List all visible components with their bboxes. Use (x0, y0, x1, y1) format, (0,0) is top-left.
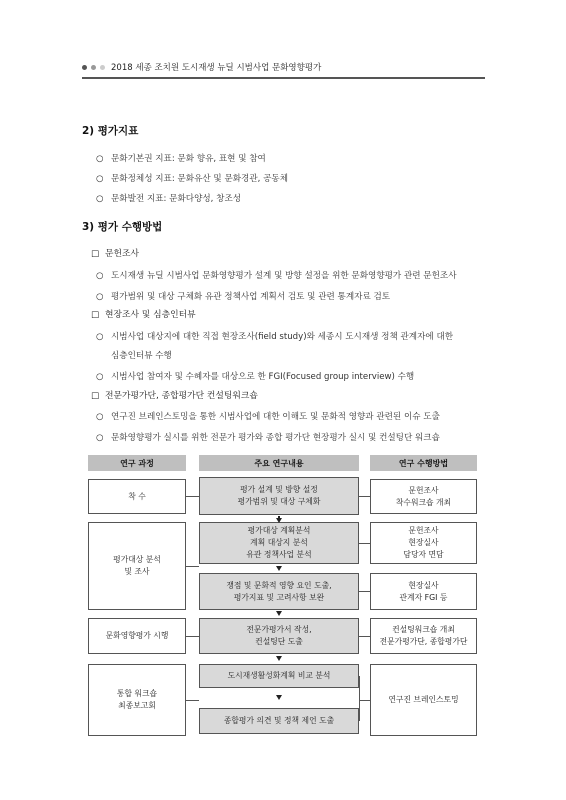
connector-line (186, 496, 199, 497)
list-item: ○ 도시재생 뉴딜 시범사업 문화영향평가 설계 및 방향 설정을 위한 문화영향평가 관련 문헌조사 (96, 271, 457, 281)
down-arrow-icon (276, 611, 282, 616)
list-item-continuation: 심층인터뷰 수행 (111, 351, 172, 361)
flow-content: 평가 설계 및 방향 설정 평가범위 및 대상 구체화 (199, 477, 359, 515)
connector-line (359, 543, 370, 544)
subheading: □ 문헌조사 (91, 249, 139, 259)
list-item: ○ 문화발전 지표: 문화다양성, 창조성 (96, 194, 242, 204)
flow-header-content: 주요 연구내용 (199, 455, 359, 471)
down-arrow-icon (276, 656, 282, 661)
flow-content: 평가대상 계획분석 계획 대상지 분석 유관 정책사업 분석 (199, 522, 359, 564)
flow-method: 문헌조사 착수워크숍 개최 (370, 479, 477, 514)
list-item: ○ 시범사업 대상지에 대한 직접 현장조사(field study)와 세종시 도시재생 정책 관계자에 대한 (96, 332, 454, 342)
connector-line (359, 676, 360, 721)
dot-icon (82, 65, 87, 70)
flow-header-method: 연구 수행방법 (370, 455, 477, 471)
down-arrow-icon (276, 566, 282, 571)
dot-icon (91, 65, 96, 70)
header-dots-icon (82, 65, 105, 70)
list-item: ○ 문화기본권 지표: 문화 향유, 표현 및 참여 (96, 154, 266, 164)
dot-icon (100, 65, 105, 70)
flow-content: 쟁점 및 문화적 영향 요인 도출, 평가지표 및 고려사항 보완 (199, 573, 359, 610)
flow-content: 도시재생활성화계획 비교 분석 (199, 664, 359, 688)
header-rule (82, 77, 485, 79)
connector-line (359, 636, 370, 637)
flow-method: 현장실사 관계자 FGI 등 (370, 573, 477, 610)
section-3-title: 3) 평가 수행방법 (82, 221, 163, 233)
connector-line (186, 700, 199, 701)
flow-content: 종합평가 의견 및 정책 제언 도출 (199, 708, 359, 734)
list-item: ○ 연구진 브레인스토밍을 통한 시범사업에 대한 이해도 및 문화적 영향과 관련된 이슈 도출 (96, 412, 440, 422)
list-item: ○ 문화정체성 지표: 문화유산 및 문화경관, 공동체 (96, 174, 289, 184)
list-item: ○ 시범사업 참여자 및 수혜자를 대상으로 한 FGI(Focused group interview) 수행 (96, 372, 415, 382)
header-title: 2018 세종 조치원 도시재생 뉴딜 시범사업 문화영향평가 (111, 63, 322, 73)
flow-stage: 평가대상 분석 및 조사 (88, 522, 186, 610)
flow-method: 컨설팅워크숍 개최 전문가평가단, 종합평가단 (370, 618, 477, 654)
running-header (82, 58, 484, 76)
list-item: ○ 문화영향평가 실시를 위한 전문가 평가와 종합 평가단 현장평가 실시 및 컨설팅단 워크숍 (96, 433, 440, 443)
subheading: □ 전문가평가단, 종합평가단 컨설팅워크숍 (91, 391, 258, 401)
connector-line (186, 566, 199, 567)
connector-line (359, 496, 370, 497)
flow-header-stage: 연구 과정 (88, 455, 186, 471)
subheading: □ 현장조사 및 심층인터뷰 (91, 310, 196, 320)
connector-line (186, 636, 199, 637)
connector-line (359, 700, 370, 701)
flow-stage: 통합 워크숍 최종보고회 (88, 664, 186, 736)
flow-stage: 착 수 (88, 479, 186, 514)
connector-line (359, 591, 370, 592)
flow-stage: 문화영향평가 시행 (88, 618, 186, 654)
flow-content: 전문가평가서 작성, 컨설팅단 도출 (199, 618, 359, 654)
section-2-title: 2) 평가지표 (82, 125, 139, 137)
down-arrow-icon (276, 518, 282, 523)
list-item: ○ 평가범위 및 대상 구체화 유관 정책사업 계획서 검토 및 관련 통계자료 검토 (96, 292, 391, 302)
flow-method: 문헌조사 현장실사 담당자 면담 (370, 522, 477, 564)
down-arrow-icon (276, 695, 282, 700)
flow-method: 연구진 브레인스토밍 (370, 664, 477, 736)
